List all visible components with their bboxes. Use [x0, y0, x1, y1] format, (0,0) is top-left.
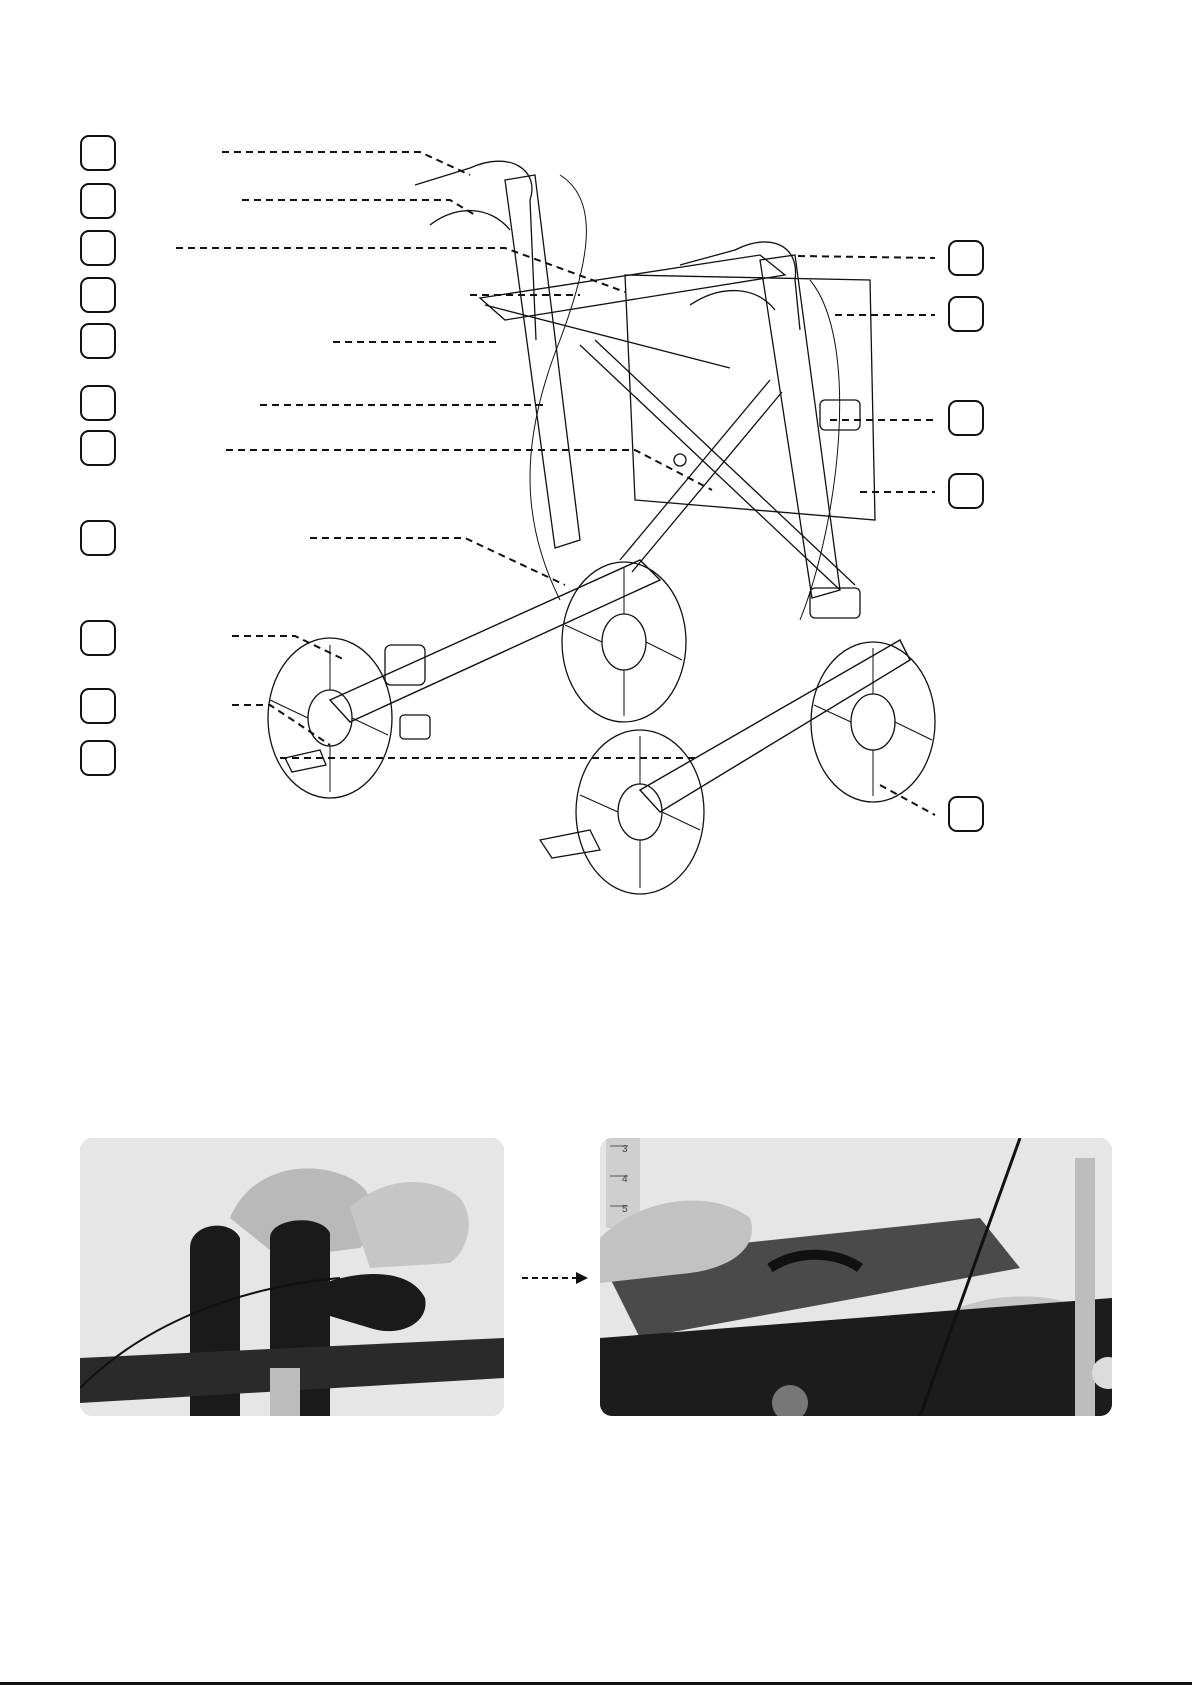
callout-marker-6	[80, 385, 116, 421]
callout-marker-r2	[948, 296, 984, 332]
right-handle	[680, 242, 800, 330]
seat	[480, 255, 785, 320]
callout-marker-r1	[948, 240, 984, 276]
left-upright	[505, 175, 580, 548]
callout-marker-r3	[948, 400, 984, 436]
photo-brake-handles-illustration	[80, 1138, 504, 1416]
right-base-tube	[640, 640, 910, 812]
ruler-tick-5: 5	[622, 1204, 628, 1215]
left-base-tube	[330, 560, 660, 722]
photo-seat-press	[600, 1138, 1112, 1416]
callout-marker-11	[80, 740, 116, 776]
callout-marker-r4	[948, 473, 984, 509]
basket	[625, 275, 875, 520]
callout-marker-1	[80, 135, 116, 171]
callout-marker-5	[80, 323, 116, 359]
photo-brake-handles	[80, 1138, 504, 1416]
callout-marker-r5	[948, 796, 984, 832]
brake-cable	[530, 175, 586, 600]
callout-marker-4	[80, 277, 116, 313]
ruler-tick-3: 3	[622, 1144, 628, 1155]
callout-marker-8	[80, 520, 116, 556]
cross-brace-2	[620, 380, 770, 560]
ruler-tick-4: 4	[622, 1174, 628, 1185]
callout-marker-9	[80, 620, 116, 656]
flow-arrow	[520, 1268, 590, 1288]
foot-pedal	[540, 830, 600, 858]
callout-marker-2	[80, 183, 116, 219]
callout-marker-3	[80, 230, 116, 266]
callout-marker-7	[80, 430, 116, 466]
callout-marker-10	[80, 688, 116, 724]
cross-brace-1	[580, 345, 840, 590]
photo-seat-press-illustration	[600, 1138, 1112, 1416]
